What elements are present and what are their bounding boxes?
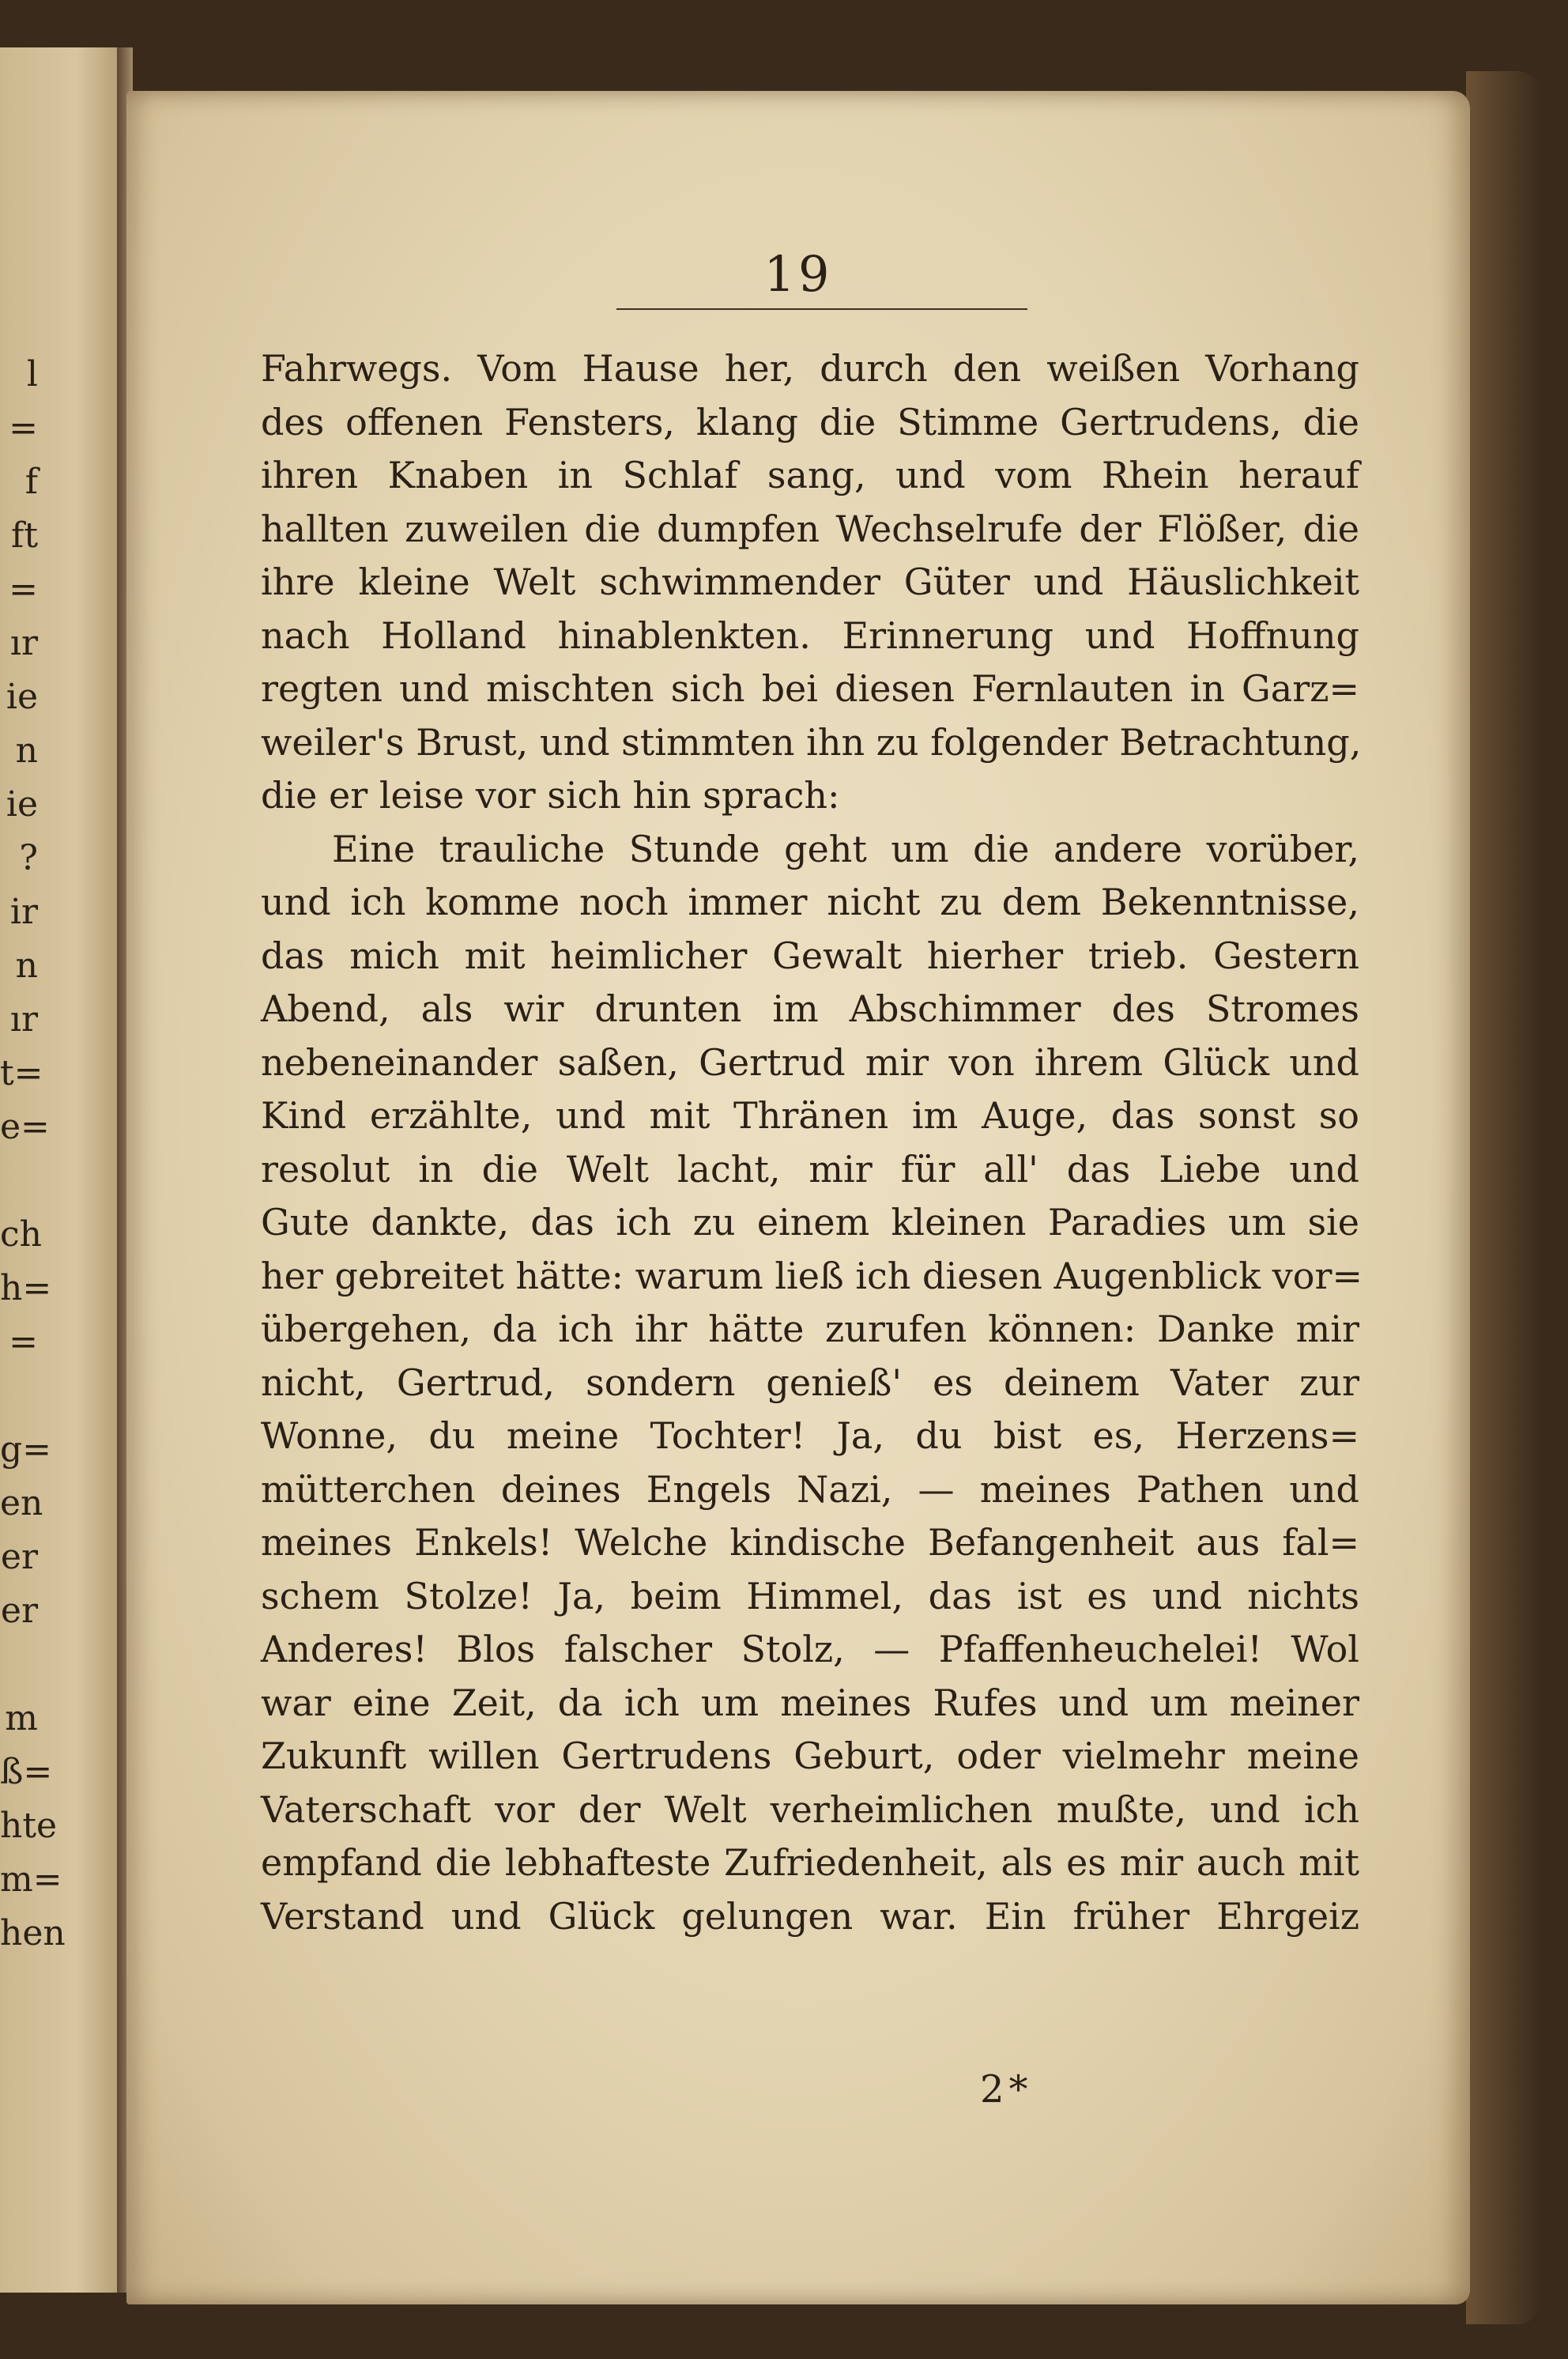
page-number: 19	[763, 245, 833, 303]
fragment: =	[9, 569, 38, 610]
fragment: =	[9, 408, 38, 448]
fragment: ?	[19, 838, 38, 878]
text-line: Eine trauliche Stunde geht um die andere vorüber,	[332, 827, 1359, 870]
fragment: m	[5, 1698, 38, 1738]
fragment: ft	[11, 515, 38, 556]
text-line: Zukunft willen Gertrudens Geburt, oder vielmehr meine	[261, 1734, 1359, 1777]
fragment: g=	[0, 1429, 52, 1470]
text-line: weiler's Brust, und stimmten ihn zu folgender Betrachtung,	[261, 720, 1362, 764]
header-rule	[616, 308, 1027, 310]
text-line: und ich komme noch immer nicht zu dem Bekenntnisse,	[261, 881, 1359, 923]
fragment: ir	[9, 892, 38, 932]
text-line: Kind erzählte, und mit Thränen im Auge, das sonst so	[261, 1094, 1359, 1137]
fragment: l	[26, 354, 38, 394]
fragment: f	[24, 462, 38, 502]
text-line: Abend, als wir drunten im Abschimmer des Stromes	[261, 987, 1359, 1030]
fragment	[0, 1369, 38, 1423]
text-line: schem Stolze! Ja, beim Himmel, das ist es und nichts	[261, 1574, 1359, 1617]
fragment: m=	[0, 1859, 62, 1900]
fragment: en	[0, 1483, 43, 1523]
text-line: das mich mit heimlicher Gewalt hierher trieb. Gestern	[261, 934, 1359, 977]
text-line: des offenen Fensters, klang die Stimme Gertrudens, die	[261, 400, 1359, 443]
body-text	[261, 342, 1363, 1943]
fragment	[0, 1154, 38, 1208]
fragment: hte	[0, 1806, 58, 1846]
text-line: die er leise vor sich hin sprach:	[261, 774, 840, 817]
fragment: e=	[0, 1107, 50, 1147]
text-line: Vaterschaft vor der Welt verheimlichen mußte, und ich	[261, 1787, 1359, 1831]
fragment: ch	[0, 1214, 42, 1255]
text-line: nicht, Gertrud, sondern genieß' es deinem Vater zur	[261, 1361, 1359, 1404]
text-line: meines Enkels! Welche kindische Befangenheit aus fal=	[261, 1521, 1359, 1564]
fragment: hen	[0, 1913, 66, 1953]
fragment: =	[9, 1322, 38, 1362]
fragment: er	[0, 1537, 38, 1577]
fragment: ır	[9, 623, 38, 663]
fragment: er	[0, 1591, 38, 1631]
fragment: ie	[6, 677, 38, 717]
left-page-fragments	[0, 348, 66, 1961]
text-line: resolut in die Welt lacht, mir für all' das Liebe und	[261, 1147, 1359, 1191]
fragment: n	[15, 945, 38, 986]
fragment: ß=	[0, 1752, 53, 1792]
text-line: übergehen, da ich ihr hätte zurufen können: Danke mir	[261, 1308, 1359, 1350]
fragment: ır	[9, 999, 38, 1040]
text-line: Fahrwegs. Vom Hause her, durch den weißen Vorhang	[261, 347, 1359, 390]
book-page	[126, 91, 1470, 2304]
left-facing-page	[0, 47, 126, 2293]
text-line: nebeneinander saßen, Gertrud mir von ihrem Glück und	[261, 1040, 1359, 1084]
fragment: ie	[6, 784, 38, 825]
fragment: h=	[0, 1268, 52, 1308]
text-line: Gute dankte, das ich zu einem kleinen Paradies um sie	[261, 1201, 1359, 1244]
signature-mark: 2*	[980, 2067, 1033, 2112]
text-line: Anderes! Blos falscher Stolz, — Pfaffenheuchelei! Wol	[261, 1628, 1359, 1670]
text-line: regten und mischten sich bei diesen Fernlauten in Garz=	[261, 667, 1359, 710]
text-line: nach Holland hinablenkten. Erinnerung und Hoffnung	[261, 613, 1359, 657]
text-line: war eine Zeit, da ich um meines Rufes und um meiner	[261, 1681, 1359, 1724]
text-line: ihre kleine Welt schwimmender Güter und Häuslichkeit	[261, 560, 1359, 603]
book-cover-edge	[1466, 71, 1541, 2324]
text-line: her gebreitet hätte: warum ließ ich diesen Augenblick vor=	[261, 1254, 1363, 1297]
text-line: Wonne, du meine Tochter! Ja, du bist es, Herzens=	[261, 1414, 1359, 1457]
text-line: Verstand und Glück gelungen war. Ein früher Ehrgeiz	[261, 1894, 1359, 1938]
fragment: n	[15, 730, 38, 771]
text-line: ihren Knaben in Schlaf sang, und vom Rhein herauf	[261, 454, 1359, 496]
text-line: mütterchen deines Engels Nazi, — meines Pathen und	[261, 1467, 1359, 1511]
text-line: hallten zuweilen die dumpfen Wechselrufe der Flößer, die	[261, 507, 1359, 550]
fragment	[0, 1638, 38, 1692]
text-line: empfand die lebhafteste Zufriedenheit, als es mir auch mit	[261, 1841, 1359, 1884]
fragment: t=	[0, 1053, 43, 1093]
